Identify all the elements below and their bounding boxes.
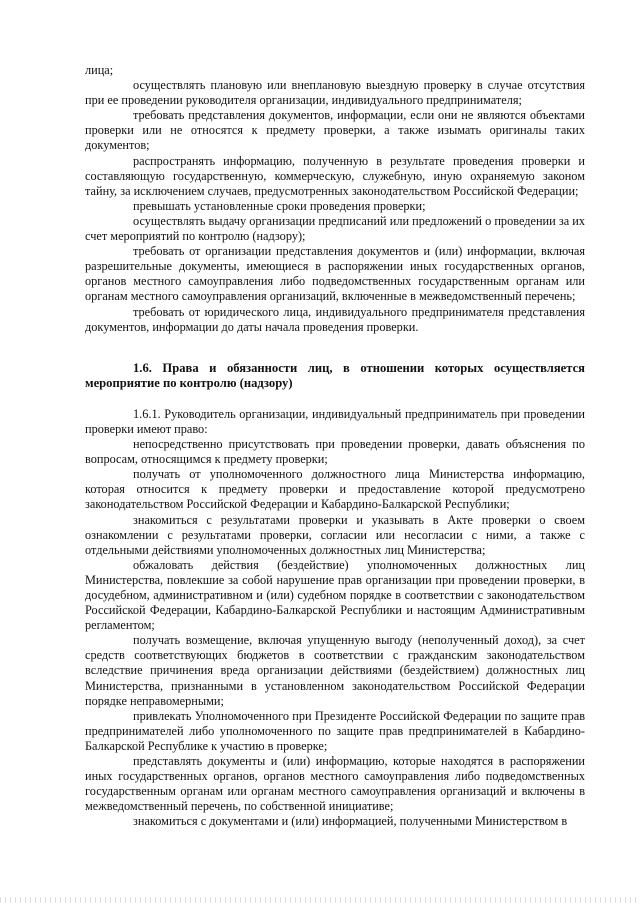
scan-edge (0, 897, 640, 903)
paragraph: требовать представления документов, информации, если они не являются объектами проверки или не относятся к предмету проверки, а также изымать оригиналы таких документов; (85, 108, 585, 153)
paragraph: превышать установленные сроки проведения проверки; (133, 198, 426, 213)
paragraph: распространять информацию, полученную в результате проведения проверки и составляющую государственную, коммерческую, служебную, иную охраняемую законом тайну, за исключением случаев, предусмотренных законодательством Российской Федерации; (85, 153, 585, 198)
paragraph: непосредственно присутствовать при проведении проверки, давать объяснения по вопросам, относящимся к предмету проверки; (85, 437, 585, 467)
paragraph: получать возмещение, включая упущенную выгоду (неполученный доход), за счет средств соответствующих бюджетов в соответствии с гражданским законодательством вследствие причинения вреда организации действиями (бездействием) должностных лиц Министерства, признанными в установленном законодательством Российской Федерации порядке неправомерными; (85, 633, 585, 708)
paragraph: лица; (85, 63, 114, 77)
paragraph: получать от уполномоченного должностного лица Министерства информацию, которая относится к предмету проверки и предоставление которой предусмотрено законодательством Российской Федерации и Кабардино-Балкарской Республики; (85, 467, 585, 512)
paragraph: знакомиться с документами и (или) информацией, полученными Министерством в (133, 814, 568, 829)
paragraph: осуществлять плановую или внеплановую выездную проверку в случае отсутствия при ее проведении руководителя организации, индивидуального предпринимателя; (85, 78, 585, 108)
paragraph: знакомиться с результатами проверки и указывать в Акте проверки о своем ознакомлении с результатами проверки, согласии или несогласии с ними, а также с отдельными действиями уполномоченных должностных лиц Министерства; (85, 512, 585, 557)
paragraph: осуществлять выдачу организации предписаний или предложений о проведении за их счет мероприятий по контролю (надзору); (85, 213, 585, 244)
paragraph: требовать от организации представления документов и (или) информации, включая разрешительные документы, имеющиеся в распоряжении иных государственных органов, органов местного самоуправления либо подведомственных государственным органам или органам местного самоуправления организаций, включенные в межведомственный перечень; (85, 244, 585, 304)
paragraph: 1.6.1. Руководитель организации, индивидуальный предприниматель при проведении проверки имеют право: (85, 406, 585, 436)
paragraph: представлять документы и (или) информацию, которые находятся в распоряжении иных государственных органов, органов местного самоуправления либо подведомственных государственным органам или органам местного самоуправления организаций и включены в межведомственный перечень, по собственной инициативе; (85, 754, 585, 814)
paragraph: привлекать Уполномоченного при Президенте Российской Федерации по защите прав предпринимателей либо уполномоченного по защите прав предпринимателей в Кабардино-Балкарской Республике к участию в проверке; (85, 708, 585, 753)
paragraph: обжаловать действия (бездействие) уполномоченных должностных лиц Министерства, повлекшие за собой нарушение прав организации при проведении проверки, в досудебном, административном и (или) судебном порядке в соответствии с законодательством Российской Федерации, Кабардино-Балкарской Республики и настоящим Административным регламентом; (85, 557, 585, 633)
paragraph: требовать от юридического лица, индивидуального предпринимателя представления документов, информации до даты начала проведения проверки. (85, 304, 585, 334)
section-heading: 1.6. Права и обязанности лиц, в отношении которых осуществляется мероприятие по контролю (надзору) (85, 360, 585, 391)
